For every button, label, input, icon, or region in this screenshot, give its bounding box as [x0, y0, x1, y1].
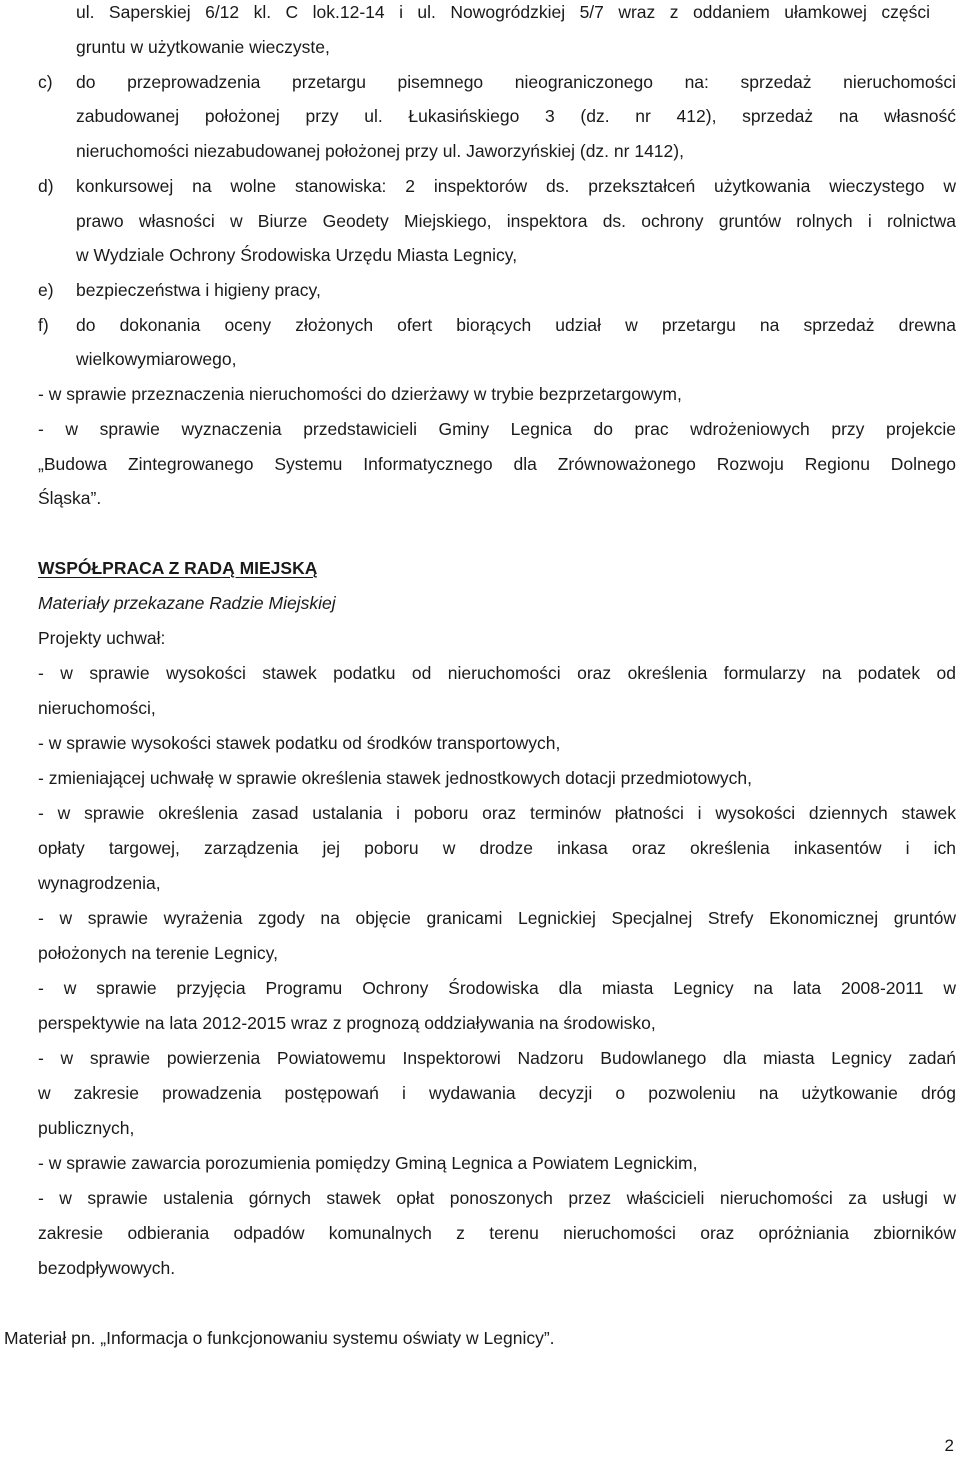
item-c-line-2: zabudowanej położonej przy ul. Łukasińskiego 3 (dz. nr 412), sprzedaż na własność [76, 106, 956, 126]
item-d-label: d) [38, 176, 54, 196]
resolution-item-inspector-line-1: - w sprawie powierzenia Powiatowemu Inspektorowi Nadzoru Budowlanego dla miasta Legnicy zadań [38, 1048, 956, 1068]
dash-item-lease-line-1: - w sprawie przeznaczenia nieruchomości do dzierżawy w trybie bezprzetargowym, [38, 384, 682, 404]
resolutions-intro: Projekty uchwał: [38, 628, 166, 648]
resolution-item-market-fee-line-3: wynagrodzenia, [38, 873, 161, 893]
resolution-item-environment-program-line-1: - w sprawie przyjęcia Programu Ochrony Środowiska dla miasta Legnicy na lata 2008-2011 w [38, 978, 956, 998]
resolution-item-waste-fees-line-1: - w sprawie ustalenia górnych stawek opłat ponoszonych przez właścicieli nieruchomości za usługi w [38, 1188, 956, 1208]
resolution-item-transport-tax: - w sprawie wysokości stawek podatku od środków transportowych, [38, 733, 561, 753]
item-f-label: f) [38, 315, 49, 335]
item-d-line-2: prawo własności w Biurze Geodety Miejskiego, inspektora ds. ochrony gruntów rolnych i rolnictwa [76, 211, 956, 231]
resolution-item-waste-fees-line-2: zakresie odbierania odpadów komunalnych z terenu nieruchomości oraz opróżniania zbiorników [38, 1223, 956, 1243]
resolution-item-inspector-line-2: w zakresie prowadzenia postępowań i wydawania decyzji o pozwoleniu na użytkowanie dróg [38, 1083, 956, 1103]
resolution-item-market-fee-line-2: opłaty targowej, zarządzenia jej poboru w drodze inkasa oraz określenia inkasentów i ich [38, 838, 956, 858]
item-f-line-1: do dokonania oceny złożonych ofert biorących udział w przetargu na sprzedaż drewna [76, 315, 956, 335]
resolution-item-inspector-line-3: publicznych, [38, 1118, 135, 1138]
resolution-item-subsidies: - zmieniającej uchwałę w sprawie określenia stawek jednostkowych dotacji przedmiotowych, [38, 768, 752, 788]
item-b-line-2: gruntu w użytkowanie wieczyste, [76, 37, 330, 57]
item-c-line-3: nieruchomości niezabudowanej położonej przy ul. Jaworzyńskiej (dz. nr 1412), [76, 141, 684, 161]
item-e-label: e) [38, 280, 54, 300]
resolution-item-waste-fees-line-3: bezodpływowych. [38, 1258, 176, 1278]
dash-item-project-line-2: „Budowa Zintegrowanego Systemu Informatycznego dla Zrównoważonego Rozwoju Regionu Dolnego [38, 454, 956, 474]
item-c-label: c) [38, 72, 53, 92]
resolution-item-economic-zone-line-1: - w sprawie wyrażenia zgody na objęcie granicami Legnickiej Specjalnej Strefy Ekonomicznej gruntów [38, 908, 956, 928]
item-f-line-2: wielkowymiarowego, [76, 349, 237, 369]
section-subheading: Materiały przekazane Radzie Miejskiej [38, 593, 336, 613]
resolution-item-economic-zone-line-2: położonych na terenie Legnicy, [38, 943, 278, 963]
item-b-line-1: ul. Saperskiej 6/12 kl. C lok.12-14 i ul. Nowogródzkiej 5/7 wraz z oddaniem ułamkowej części [76, 2, 930, 22]
resolution-item-market-fee-line-1: - w sprawie określenia zasad ustalania i poboru oraz terminów płatności i wysokości dziennych stawek [38, 803, 956, 823]
material-note: Materiał pn. „Informacja o funkcjonowaniu systemu oświaty w Legnicy”. [4, 1328, 555, 1348]
item-e-line-1: bezpieczeństwa i higieny pracy, [76, 280, 321, 300]
resolution-item-agreement: - w sprawie zawarcia porozumienia pomiędzy Gminą Legnica a Powiatem Legnickim, [38, 1153, 698, 1173]
dash-item-project-line-1: - w sprawie wyznaczenia przedstawicieli Gminy Legnica do prac wdrożeniowych przy projekcie [38, 419, 956, 439]
page-number: 2 [944, 1436, 954, 1455]
item-c-line-1: do przeprowadzenia przetargu pisemnego nieograniczonego na: sprzedaż nieruchomości [76, 72, 956, 92]
resolution-item-environment-program-line-2: perspektywie na lata 2012-2015 wraz z prognozą oddziaływania na środowisko, [38, 1013, 656, 1033]
item-d-line-1: konkursowej na wolne stanowiska: 2 inspektorów ds. przekształceń użytkowania wieczystego w [76, 176, 956, 196]
dash-item-project-line-3: Śląska”. [38, 488, 102, 508]
resolution-item-property-tax-line-2: nieruchomości, [38, 698, 156, 718]
section-heading: WSPÓŁPRACA Z RADĄ MIEJSKĄ [38, 558, 318, 578]
resolution-item-property-tax-line-1: - w sprawie wysokości stawek podatku od nieruchomości oraz określenia formularzy na podatek od [38, 663, 956, 683]
item-d-line-3: w Wydziale Ochrony Środowiska Urzędu Miasta Legnicy, [76, 245, 518, 265]
